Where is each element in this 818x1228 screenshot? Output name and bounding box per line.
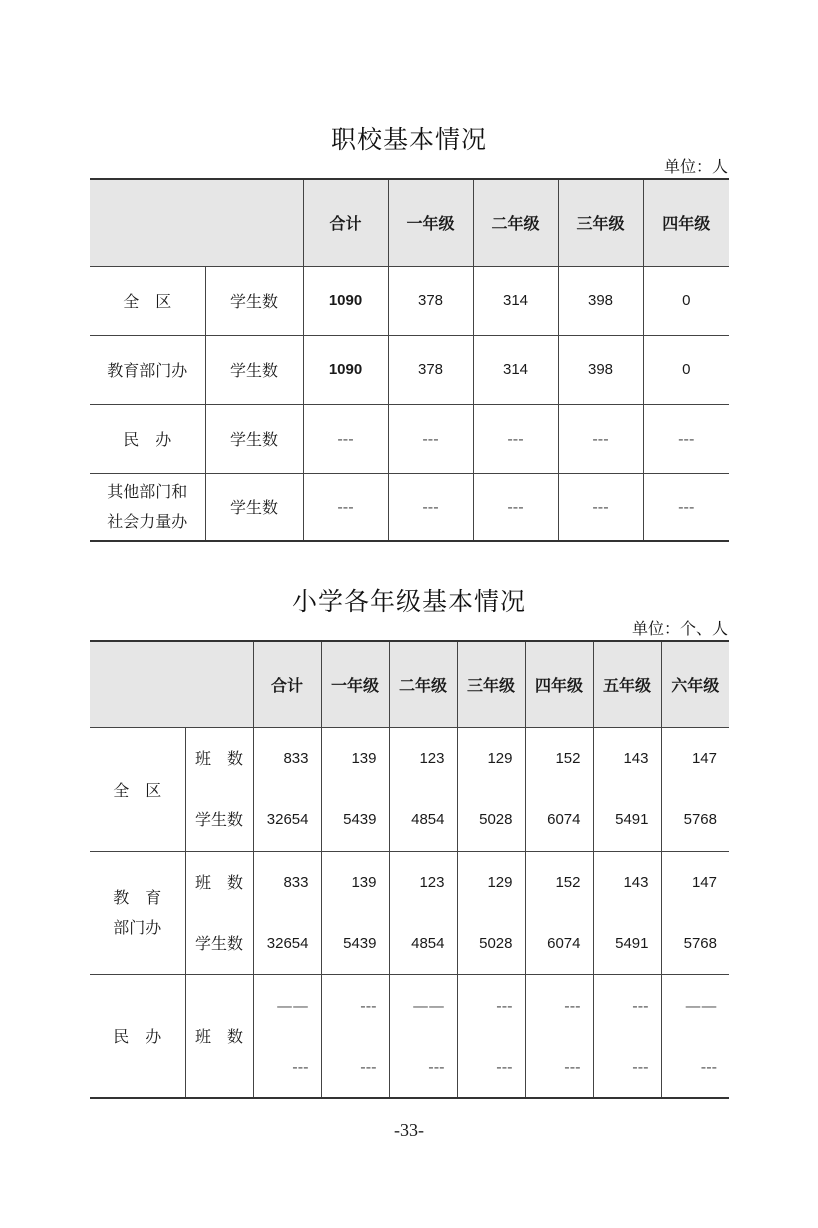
metric-students: 学生数 [194, 810, 243, 829]
cell-grade1: 378 [388, 335, 473, 404]
cell-grade4 [525, 851, 593, 974]
table2-title: 小学各年级基本情况 [291, 587, 526, 616]
cell-grade4: --- [643, 404, 729, 473]
table-row [90, 974, 729, 1098]
cell-grade3: --- [558, 404, 643, 473]
classes-value: --- [632, 995, 649, 1015]
classes-value: 139 [351, 873, 377, 891]
classes-value: 833 [283, 873, 309, 891]
table2-header-grade6: 六年级 [661, 641, 729, 727]
cell-grade4: 0 [643, 335, 729, 404]
cell-grade2 [389, 851, 457, 974]
cell-grade3 [457, 727, 525, 851]
cell-grade5 [593, 851, 661, 974]
students-value: 5028 [479, 811, 513, 828]
group-region-line1: 教 育 [113, 887, 162, 907]
students-value: 32654 [266, 811, 309, 828]
cell-grade4 [525, 974, 593, 1098]
table-row [90, 473, 729, 541]
students-value: --- [292, 1056, 309, 1076]
group-region: 民 办 [90, 974, 185, 1098]
row-metric: 学生数 [205, 404, 303, 473]
table2-header-grade1: 一年级 [321, 641, 389, 727]
metric-classes: 班 数 [194, 749, 243, 768]
classes-value: --- [564, 995, 581, 1015]
group-region [90, 851, 185, 974]
table1-header-total: 合计 [303, 179, 388, 266]
cell-grade2 [389, 974, 457, 1098]
group-metrics [185, 727, 253, 851]
students-value: 6074 [547, 934, 581, 952]
table1-header-grade4: 四年级 [643, 179, 729, 266]
table-row [90, 727, 729, 851]
cell-grade2: --- [473, 473, 558, 541]
cell-total [253, 974, 321, 1098]
cell-grade2: 314 [473, 335, 558, 404]
cell-grade4 [525, 727, 593, 851]
table1-header-row [90, 179, 729, 266]
classes-value: 152 [555, 873, 581, 891]
classes-value: 147 [691, 750, 717, 767]
cell-grade3: 398 [558, 335, 643, 404]
cell-grade1 [321, 727, 389, 851]
students-value: --- [564, 1056, 581, 1076]
classes-value: 152 [555, 750, 581, 767]
cell-grade6 [661, 974, 729, 1098]
row-region: 教育部门办 [90, 335, 205, 404]
students-value: --- [360, 1056, 377, 1076]
group-region: 全 区 [90, 727, 185, 851]
classes-value: --- [496, 995, 513, 1015]
row-metric: 学生数 [205, 473, 303, 541]
classes-value: 833 [283, 750, 309, 767]
cell-grade6 [661, 851, 729, 974]
cell-grade5 [593, 727, 661, 851]
table2-header-grade5: 五年级 [593, 641, 661, 727]
classes-value: —— [276, 995, 309, 1015]
table2-unit: 单位：个、人 [631, 619, 728, 638]
table2-header-total: 合计 [253, 641, 321, 727]
cell-grade1: --- [388, 404, 473, 473]
students-value: 5491 [615, 811, 649, 828]
cell-grade2: 314 [473, 266, 558, 335]
table1-header-grade1: 一年级 [388, 179, 473, 266]
students-value: 5491 [615, 934, 649, 952]
cell-total: --- [303, 473, 388, 541]
row-region-line1: 其他部门和 [107, 481, 188, 501]
table2-header-grade2: 二年级 [389, 641, 457, 727]
classes-value: —— [412, 995, 445, 1015]
table-row [90, 335, 729, 404]
students-value: --- [496, 1056, 513, 1076]
table2-header-row [90, 641, 729, 727]
cell-grade1 [321, 974, 389, 1098]
cell-grade1: 378 [388, 266, 473, 335]
table1-unit: 单位：人 [663, 157, 728, 176]
cell-grade1: --- [388, 473, 473, 541]
cell-grade3: 398 [558, 266, 643, 335]
vocational-school-table [90, 178, 729, 542]
students-value: --- [428, 1056, 445, 1076]
metric-classes: 班 数 [185, 974, 253, 1098]
cell-total [253, 727, 321, 851]
students-value: --- [632, 1056, 649, 1076]
cell-grade3: --- [558, 473, 643, 541]
classes-value: 147 [691, 873, 717, 891]
metric-students: 学生数 [194, 933, 243, 953]
row-metric: 学生数 [205, 266, 303, 335]
table2-header-grade4: 四年级 [525, 641, 593, 727]
cell-total: 1090 [303, 335, 388, 404]
cell-grade3 [457, 974, 525, 1098]
classes-value: —— [685, 995, 717, 1015]
table1-title: 职校基本情况 [330, 125, 487, 154]
students-value: 5439 [343, 934, 377, 952]
classes-value: 129 [487, 873, 513, 891]
metric-classes: 班 数 [194, 872, 243, 892]
primary-school-table [90, 640, 729, 1099]
cell-grade2: --- [473, 404, 558, 473]
classes-value: 143 [623, 750, 649, 767]
table1-header-grade3: 三年级 [558, 179, 643, 266]
cell-total: --- [303, 404, 388, 473]
cell-grade5 [593, 974, 661, 1098]
students-value: 4854 [411, 811, 445, 828]
table-row [90, 404, 729, 473]
students-value: 4854 [411, 934, 445, 952]
students-value: 6074 [547, 811, 581, 828]
classes-value: 139 [351, 750, 377, 767]
classes-value: 123 [419, 750, 445, 767]
row-region-line2: 社会力量办 [107, 511, 188, 531]
row-region [90, 473, 205, 541]
classes-value: 123 [419, 873, 445, 891]
table1-header-blank [90, 179, 303, 266]
table1-header-grade2: 二年级 [473, 179, 558, 266]
classes-value: 143 [623, 873, 649, 891]
students-value: 5768 [683, 934, 717, 952]
students-value: --- [700, 1056, 717, 1076]
table-row [90, 851, 729, 974]
page-number: -33- [394, 1120, 424, 1140]
students-value: 5768 [683, 811, 717, 828]
row-region: 全 区 [90, 266, 205, 335]
cell-grade1 [321, 851, 389, 974]
students-value: 5439 [343, 811, 377, 828]
row-region: 民 办 [90, 404, 205, 473]
cell-grade4: --- [643, 473, 729, 541]
students-value: 32654 [266, 934, 309, 952]
cell-grade3 [457, 851, 525, 974]
table-row [90, 266, 729, 335]
cell-total: 1090 [303, 266, 388, 335]
cell-grade2 [389, 727, 457, 851]
cell-grade4: 0 [643, 266, 729, 335]
classes-value: 129 [487, 750, 513, 767]
group-metrics [185, 851, 253, 974]
cell-grade6 [661, 727, 729, 851]
table2-header-blank [90, 641, 253, 727]
cell-total [253, 851, 321, 974]
row-metric: 学生数 [205, 335, 303, 404]
classes-value: --- [360, 995, 377, 1015]
table2-header-grade3: 三年级 [457, 641, 525, 727]
students-value: 5028 [479, 934, 513, 952]
group-region-line2: 部门办 [113, 917, 162, 937]
